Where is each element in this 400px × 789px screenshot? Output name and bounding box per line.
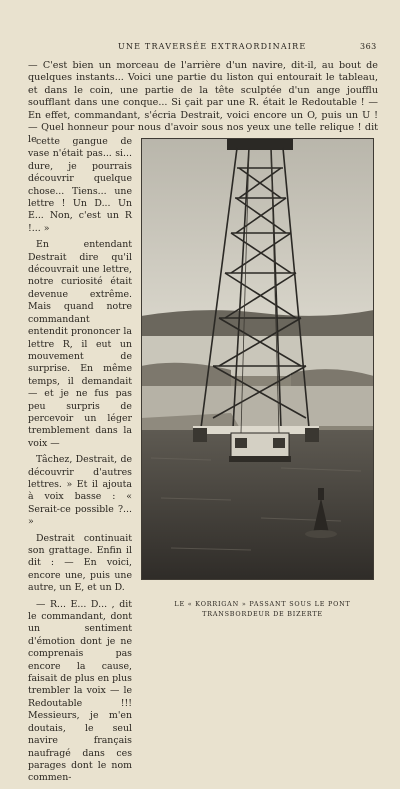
paragraph: — R... E... D... , dit le commandant, dont un sentiment d'émotion dont je ne comprenais pas encore la cause, faisait de plus en plus trembler la voix — le Redoutable !!! Messieurs, je m'en doutais, le seul navire français naufragé dans ces parages dont le nom commen- <box>28 598 132 784</box>
running-header <box>0 42 400 54</box>
paragraph: En entendant Destrait dire qu'il découvrait une lettre, notre curiosité était devenue extrême. Mais quand notre commandant entendit prononcer la lettre R, il eut un mouvement de surprise. En même temps, il demandait — et je ne fus pas peu surpris de percevoir un léger tremblement dans la voix — <box>28 239 132 449</box>
text-column <box>28 136 132 789</box>
paragraph: Tâchez, Destrait, de découvrir d'autres lettres. » Et il ajouta à voix basse : « Serait-ce possible ?... » <box>28 454 132 528</box>
top-paragraph: — C'est bien un morceau de l'arrière d'un navire, dit-il, au bout de quelques instants... Voici une partie du liston qui entourait le tableau, et dans le coin, une partie de la tête sculptée d'un ange joufflu soufflant dans une conque... Si çait par une R. était le Redoutable ! — En effet, commandant, s'écria Destrait, voici encore un O, puis un U ! — Quel honneur pour nous d'avoir sous nos yeux une telle relique ! dit le <box>28 60 378 146</box>
paragraph: cette gangue de vase n'était pas... si... dure, je pourrais découvrir quelque chose... Tiens... une lettre ! Un D... Un E... Non, c'est un R !... » <box>28 136 132 234</box>
running-title: UNE TRAVERSÉE EXTRAORDINAIRE <box>118 42 307 51</box>
page-number: 363 <box>360 42 377 51</box>
paragraph: Destrait continuait son grattage. Enfin il dit : — En voici, encore une, puis une autre, un E, et un D. <box>28 532 132 594</box>
photo-caption: LE « KORRIGAN » PASSANT SOUS LE PONT TRANSBORDEUR DE BIZERTE <box>174 600 351 618</box>
transporter-bridge-photo <box>141 138 374 580</box>
